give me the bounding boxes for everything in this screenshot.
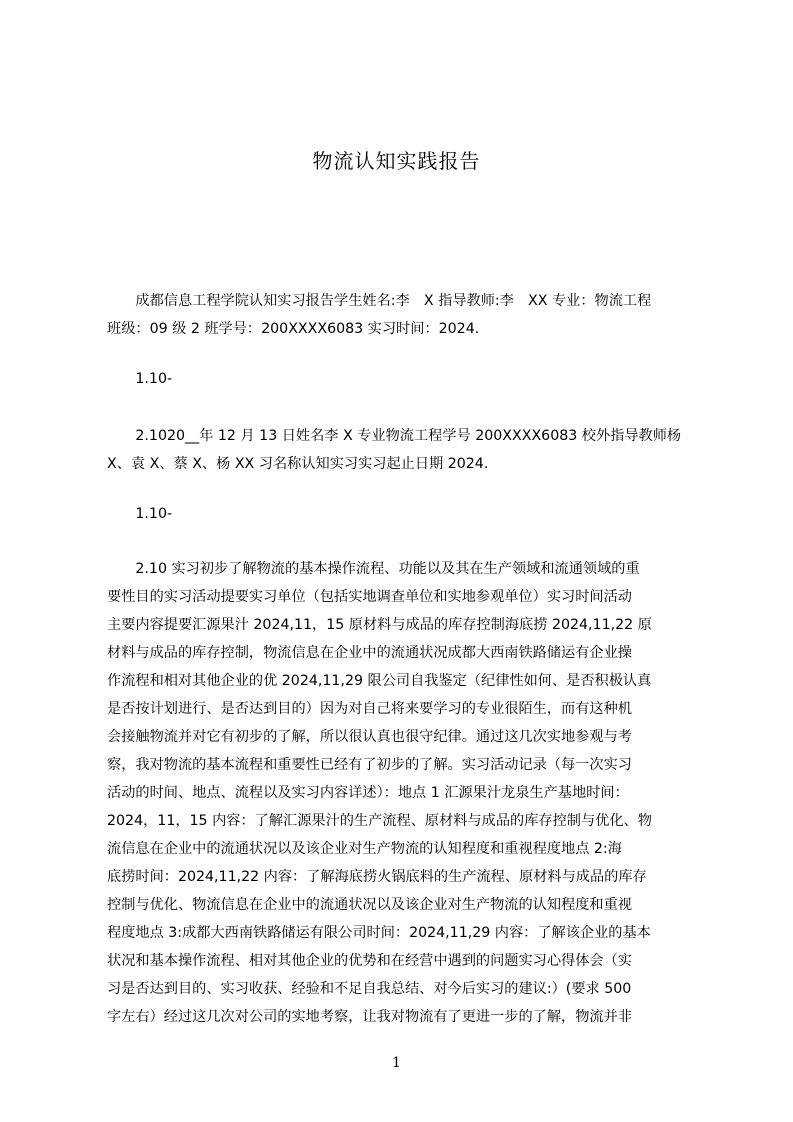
text-line: 是否按计划进行、是否达到目的）因为对自己将来要学习的专业很陌生，而有这种机 <box>107 701 632 717</box>
text-line: 2024，11，15 内容：了解汇源果汁的生产流程、原材料与成品的库存控制与优化、物 <box>107 813 652 829</box>
text-line: 成都信息工程学院认知实习报告学生姓名:李 X 指导教师:李 XX 专业：物流工程 <box>107 293 652 309</box>
text-line: 活动的时间、地点、流程以及实习内容详述）：地点 1 汇源果汁龙泉生产基地时间： <box>107 785 629 801</box>
text-line: 底捞时间：2024,11,22 内容：了解海底捞火锅底料的生产流程、原材料与成品的库存 <box>107 869 647 885</box>
paragraph-internship-info <box>107 422 707 478</box>
text-line: 2.1020__年 12 月 13 日姓名李 X 专业物流工程学号 200XXXX6083 校外指导教师杨 <box>107 428 682 444</box>
document-title: 物流认知实践报告 <box>312 149 481 173</box>
paragraph-internship-body <box>107 555 707 1031</box>
text-line: 察，我对物流的基本流程和重要性已经有了初步的了解。实习活动记录（每一次实习 <box>107 757 632 773</box>
text-line: 班级：09 级 2 班学号：200XXXX6083 实习时间：2024. <box>107 321 480 337</box>
text-line: 材料与成品的库存控制，物流信息在企业中的流通状况成都大西南铁路储运有企业操 <box>107 645 632 661</box>
text-line: 1.10- <box>107 371 173 387</box>
text-line: 习是否达到目的、实习收获、经验和不足自我总结、对今后实习的建议:）(要求 500 <box>107 981 632 997</box>
paragraph-date-fragment <box>107 365 707 393</box>
text-line: 控制与优化、物流信息在企业中的流通状况以及该企业对生产物流的认知程度和重视 <box>107 897 632 913</box>
text-line: 程度地点 3:成都大西南铁路储运有限公司时间：2024,11,29 内容：了解该企业的基本 <box>107 925 651 941</box>
paragraph-date-fragment <box>107 500 707 528</box>
paragraph-student-info <box>107 287 707 343</box>
text-line: 要性目的实习活动提要实习单位（包括实地调查单位和实地参观单位）实习时间活动 <box>107 589 632 605</box>
text-line: 会接触物流并对它有初步的了解，所以很认真也很守纪律。通过这几次实地参观与考 <box>107 729 632 745</box>
text-line: 2.10 实习初步了解物流的基本操作流程、功能以及其在生产领域和流通领域的重 <box>107 561 640 577</box>
text-line: 状况和基本操作流程、相对其他企业的优势和在经营中遇到的问题实习心得体会（实 <box>107 953 632 969</box>
page-number: 1 <box>392 1055 401 1071</box>
text-line: 作流程和相对其他企业的优 2024,11,29 限公司自我鉴定（纪律性如何、是否积极认真 <box>107 673 652 689</box>
text-line: 1.10- <box>107 506 173 522</box>
text-line: 流信息在企业中的流通状况以及该企业对生产物流的认知程度和重视程度地点 2:海 <box>107 841 622 857</box>
text-line: X、袁 X、蔡 X、杨 XX 习名称认知实习实习起止日期 2024. <box>107 456 489 472</box>
text-line: 主要内容提要汇源果汁 2024,11，15 原材料与成品的库存控制海底捞 2024,11,22 原 <box>107 617 652 633</box>
text-line: 字左右）经过这几次对公司的实地考察，让我对物流有了更进一步的了解，物流并非 <box>107 1009 632 1025</box>
